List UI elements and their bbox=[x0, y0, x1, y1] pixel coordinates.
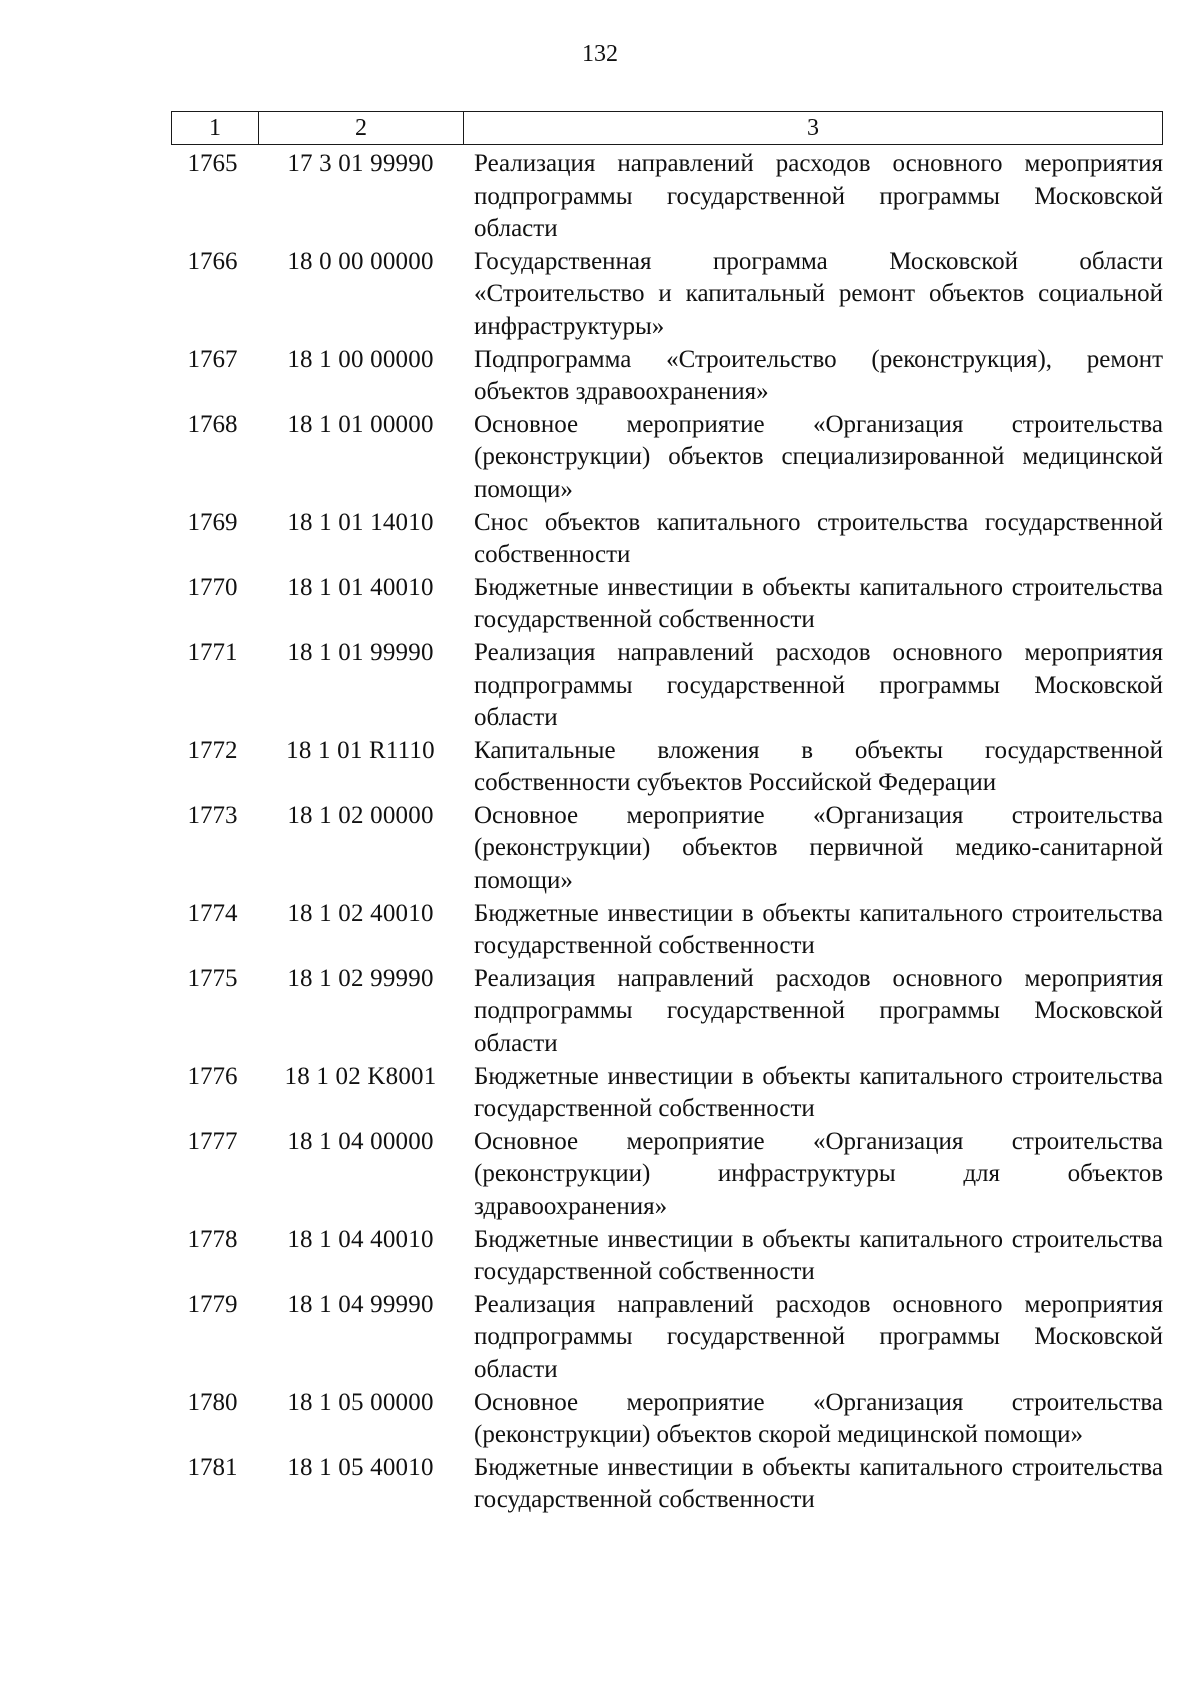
column-header-code: 2 bbox=[259, 112, 464, 144]
row-number: 1774 bbox=[187, 899, 238, 927]
row-description: Реализация направлений расходов основного мероприятия подпрограммы государственной программы Московской области bbox=[474, 964, 1163, 1058]
row-code: 18 1 04 00000 bbox=[287, 1127, 434, 1155]
table-row bbox=[171, 898, 1163, 963]
row-description: Подпрограмма «Строительство (реконструкция), ремонт объектов здравоохранения» bbox=[474, 345, 1163, 406]
row-number: 1773 bbox=[187, 801, 238, 829]
table-body bbox=[171, 148, 1163, 1517]
row-description: Снос объектов капитального строительства государственной собственности bbox=[474, 508, 1163, 569]
table-row bbox=[171, 344, 1163, 409]
row-number: 1766 bbox=[187, 247, 238, 275]
table-row bbox=[171, 507, 1163, 572]
row-code: 18 1 01 99990 bbox=[287, 638, 434, 666]
row-code: 18 1 02 K8001 bbox=[284, 1062, 437, 1090]
row-code: 18 1 05 40010 bbox=[287, 1453, 434, 1481]
row-number: 1776 bbox=[187, 1062, 238, 1090]
row-description: Бюджетные инвестиции в объекты капитального строительства государственной собственности bbox=[474, 1453, 1163, 1514]
table-row bbox=[171, 572, 1163, 637]
page-number: 132 bbox=[582, 41, 618, 67]
table-row bbox=[171, 1126, 1163, 1224]
row-description: Реализация направлений расходов основного мероприятия подпрограммы государственной программы Московской области bbox=[474, 1290, 1163, 1383]
row-number: 1772 bbox=[187, 736, 238, 764]
row-description: Основное мероприятие «Организация строительства (реконструкции) объектов скорой медицинской помощи» bbox=[474, 1388, 1163, 1449]
table-row bbox=[171, 800, 1163, 898]
row-code: 18 1 02 00000 bbox=[287, 801, 434, 829]
row-number: 1769 bbox=[187, 508, 238, 536]
row-code: 18 1 01 40010 bbox=[287, 573, 434, 601]
row-number: 1768 bbox=[187, 410, 238, 438]
row-code: 18 1 05 00000 bbox=[287, 1388, 434, 1416]
row-description: Бюджетные инвестиции в объекты капитального строительства государственной собственности bbox=[474, 899, 1163, 960]
column-header-number: 1 bbox=[172, 112, 259, 144]
table-row bbox=[171, 1452, 1163, 1517]
table-row bbox=[171, 963, 1163, 1061]
table-row bbox=[171, 148, 1163, 246]
row-description: Бюджетные инвестиции в объекты капитального строительства государственной собственности bbox=[474, 1225, 1163, 1286]
row-number: 1771 bbox=[187, 638, 238, 666]
row-code: 18 1 01 00000 bbox=[287, 410, 434, 438]
row-description: Бюджетные инвестиции в объекты капитального строительства государственной собственности bbox=[474, 1062, 1163, 1123]
row-code: 18 1 02 40010 bbox=[287, 899, 434, 927]
row-code: 18 1 04 40010 bbox=[287, 1225, 434, 1253]
table-row bbox=[171, 1061, 1163, 1126]
row-code: 18 1 01 R1110 bbox=[286, 736, 435, 764]
row-code: 17 3 01 99990 bbox=[287, 150, 434, 177]
row-number: 1770 bbox=[187, 573, 238, 601]
row-description: Основное мероприятие «Организация строительства (реконструкции) объектов первичной медико-санитарной помощи» bbox=[474, 801, 1163, 895]
table-row bbox=[171, 637, 1163, 735]
row-code: 18 1 00 00000 bbox=[287, 345, 434, 373]
row-number: 1780 bbox=[187, 1388, 238, 1416]
row-number: 1765 bbox=[187, 150, 238, 177]
table-row bbox=[171, 1387, 1163, 1452]
table-header bbox=[171, 111, 1163, 145]
table-row bbox=[171, 246, 1163, 344]
row-code: 18 1 01 14010 bbox=[287, 508, 434, 536]
row-number: 1775 bbox=[187, 964, 238, 992]
table-row bbox=[171, 735, 1163, 800]
row-code: 18 1 02 99990 bbox=[287, 964, 434, 992]
row-number: 1779 bbox=[187, 1290, 238, 1318]
row-number: 1777 bbox=[187, 1127, 238, 1155]
row-description: Бюджетные инвестиции в объекты капитального строительства государственной собственности bbox=[474, 573, 1163, 634]
row-number: 1767 bbox=[187, 345, 238, 373]
table-row bbox=[171, 1289, 1163, 1387]
row-number: 1778 bbox=[187, 1225, 238, 1253]
table-row bbox=[171, 1224, 1163, 1289]
row-description: Реализация направлений расходов основного мероприятия подпрограммы государственной программы Московской области bbox=[474, 150, 1163, 243]
row-number: 1781 bbox=[187, 1453, 238, 1481]
row-code: 18 0 00 00000 bbox=[287, 247, 434, 275]
row-description: Основное мероприятие «Организация строительства (реконструкции) инфраструктуры для объектов здравоохранения» bbox=[474, 1127, 1163, 1220]
row-description: Основное мероприятие «Организация строительства (реконструкции) объектов специализированной медицинской помощи» bbox=[474, 410, 1163, 503]
row-code: 18 1 04 99990 bbox=[287, 1290, 434, 1318]
table-row bbox=[171, 409, 1163, 507]
column-header-description: 3 bbox=[807, 115, 819, 141]
row-description: Государственная программа Московской области «Строительство и капитальный ремонт объектов социальной инфраструктуры» bbox=[474, 247, 1163, 340]
row-description: Капитальные вложения в объекты государственной собственности субъектов Российской Федерации bbox=[474, 736, 1163, 797]
row-description: Реализация направлений расходов основного мероприятия подпрограммы государственной программы Московской области bbox=[474, 638, 1163, 732]
